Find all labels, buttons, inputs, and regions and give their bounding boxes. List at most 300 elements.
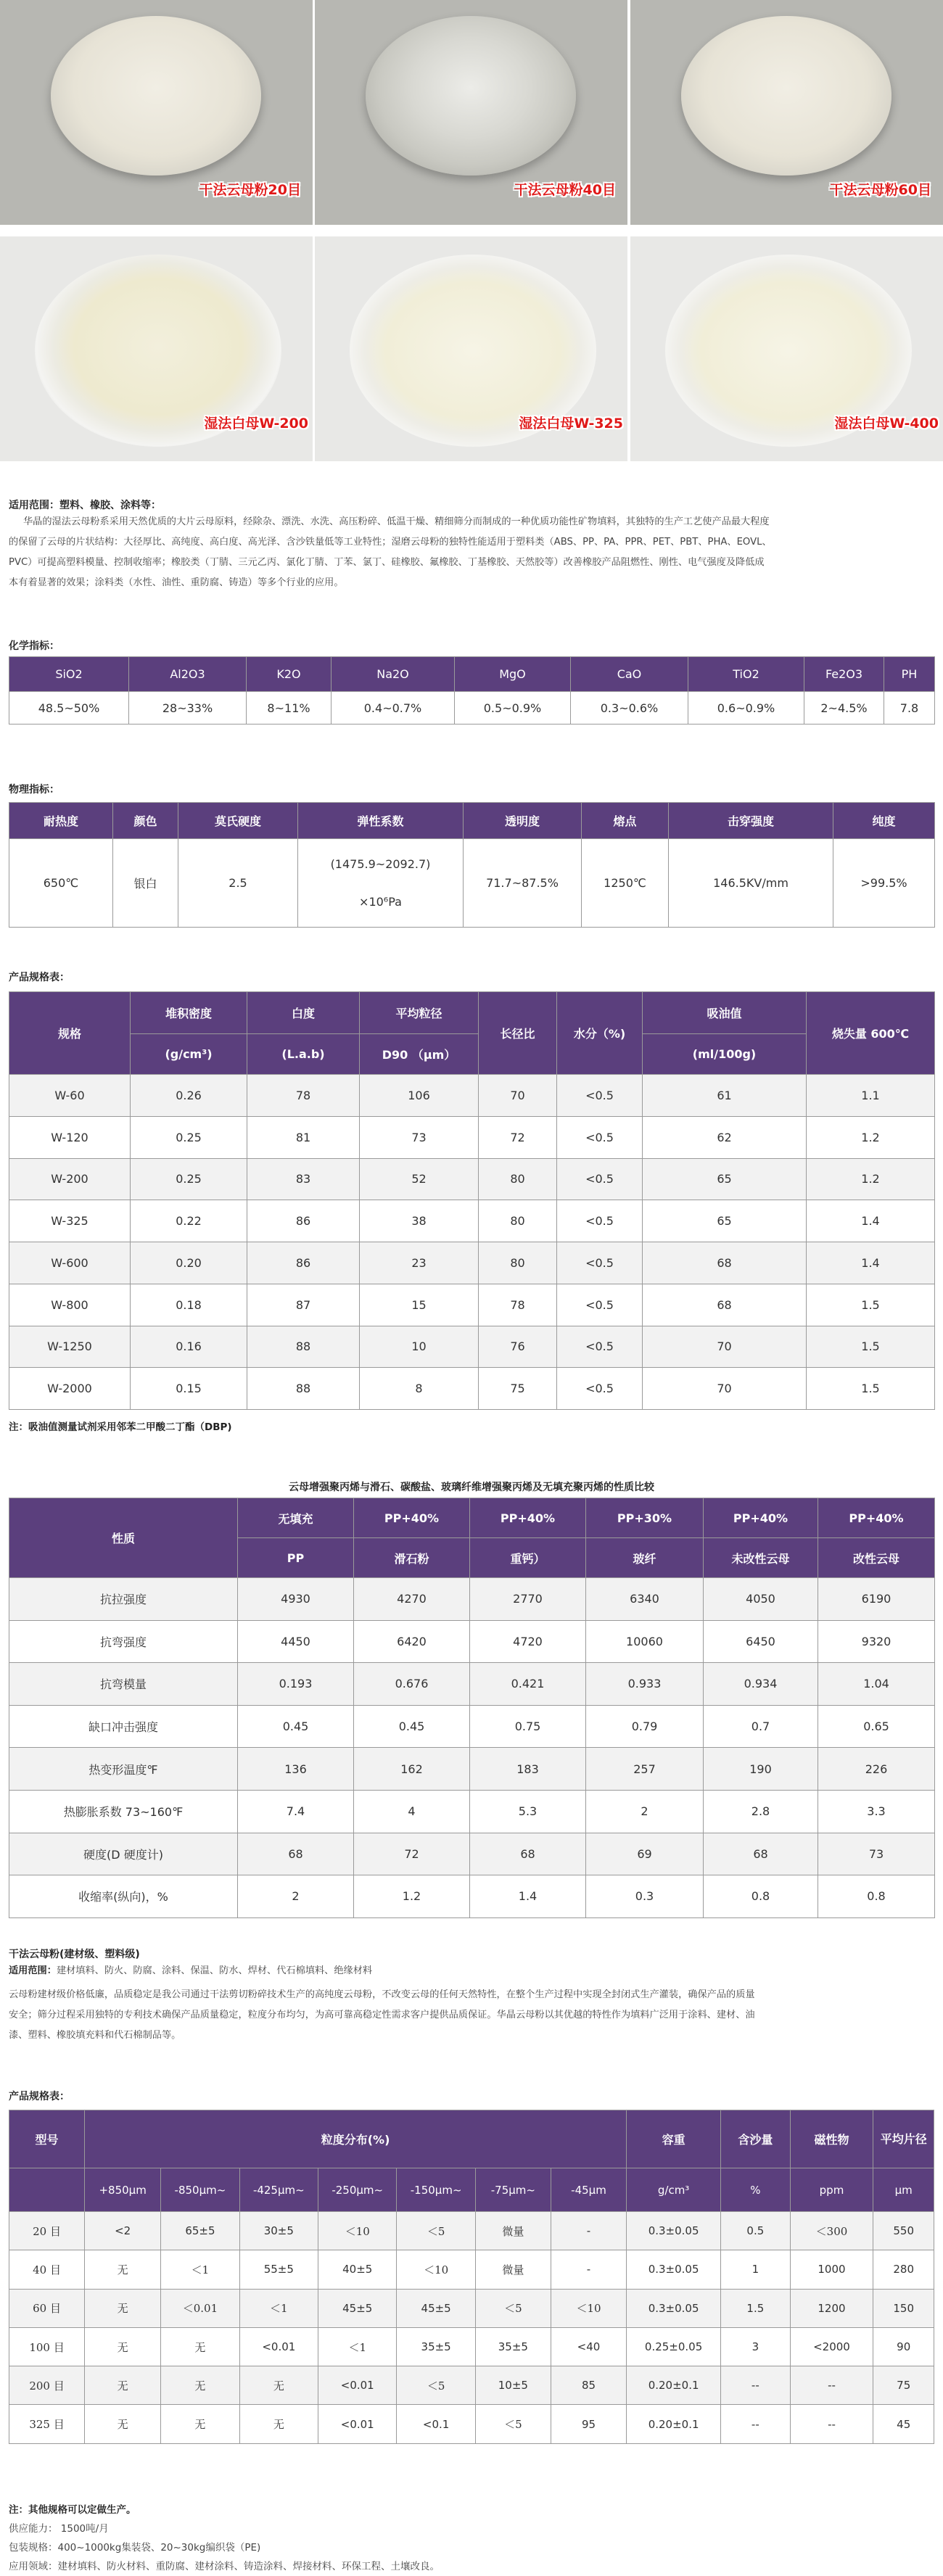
- comp-property-cell: 抗弯强度: [9, 1620, 238, 1663]
- comp-value-cell: 68: [238, 1833, 354, 1875]
- size-subheader: -150μm~: [397, 2168, 475, 2212]
- size-value-cell: 1: [721, 2250, 790, 2289]
- phys-value: >99.5%: [833, 839, 935, 928]
- comp-value-cell: 2: [238, 1875, 354, 1918]
- spec-value-cell: 0.22: [131, 1200, 247, 1242]
- chem-value: 7.8: [884, 692, 935, 724]
- comp-value-cell: 0.79: [586, 1705, 704, 1748]
- size-subheader: %: [721, 2168, 790, 2212]
- size-value-cell: ＜0.01: [161, 2289, 239, 2327]
- comp-value-cell: 4450: [238, 1620, 354, 1663]
- comp-value-cell: 2.8: [704, 1790, 818, 1833]
- comp-header: PP+40%: [354, 1498, 470, 1538]
- spec-value-cell: 73: [360, 1116, 479, 1158]
- comp-property-cell: 热变形温度℉: [9, 1748, 238, 1791]
- spec-header: 白度: [247, 992, 360, 1034]
- chem-value: 0.4~0.7%: [332, 692, 455, 724]
- comp-value-cell: 257: [586, 1748, 704, 1791]
- table-row: [9, 2327, 934, 2366]
- phys-value-elastic: [298, 839, 464, 928]
- phys-value: 146.5KV/mm: [669, 839, 833, 928]
- spec-value-cell: 0.18: [131, 1284, 247, 1326]
- phys-header: 莫氏硬度: [178, 803, 298, 839]
- dry-heading: 干法云母粉(建材级、塑料级): [9, 1949, 140, 1960]
- size-model-cell: 60 目: [9, 2289, 85, 2327]
- size-value-cell: ＜5: [475, 2405, 551, 2443]
- comp-value-cell: 0.3: [586, 1875, 704, 1918]
- size-subheader: g/cm³: [627, 2168, 721, 2212]
- comp-subheader: 重钙）: [470, 1538, 586, 1578]
- spec-value-cell: 80: [479, 1242, 557, 1284]
- size-model-cell: 100 目: [9, 2327, 85, 2366]
- spec-value-cell: 0.15: [131, 1368, 247, 1410]
- size-subheader: μm: [873, 2168, 934, 2212]
- size-value-cell: 10±5: [475, 2366, 551, 2405]
- comp-value-cell: 0.934: [704, 1663, 818, 1706]
- comp-value-cell: 68: [704, 1833, 818, 1875]
- spec-model-cell: W-2000: [9, 1368, 131, 1410]
- phys-header: 透明度: [464, 803, 582, 839]
- comp-value-cell: 9320: [818, 1620, 935, 1663]
- table-row: [9, 1748, 935, 1791]
- size-value-cell: 35±5: [475, 2327, 551, 2366]
- spec-value-cell: 76: [479, 1326, 557, 1368]
- comp-value-cell: 0.75: [470, 1705, 586, 1748]
- size-value-cell: <40: [551, 2327, 626, 2366]
- spec-header: 水分（%): [557, 992, 643, 1075]
- chem-header: K2O: [247, 657, 332, 692]
- comp-value-cell: 0.933: [586, 1663, 704, 1706]
- dry-paragraph: [9, 1985, 931, 2046]
- table-row: [9, 1284, 935, 1326]
- spec-value-cell: <0.5: [557, 1242, 643, 1284]
- spec-value-cell: 75: [479, 1368, 557, 1410]
- table-row: [9, 1200, 935, 1242]
- size-value-cell: ＜10: [551, 2289, 626, 2327]
- dry-line: 漆、塑料、橡胶填充料和代石棉制品等。: [9, 2030, 181, 2041]
- size-value-cell: 30±5: [239, 2212, 318, 2250]
- photo-wet-mica-w325: [315, 236, 627, 461]
- chem-header: Fe2O3: [804, 657, 884, 692]
- comp-value-cell: 162: [354, 1748, 470, 1791]
- phys-value: 650℃: [9, 839, 113, 928]
- size-value-cell: --: [790, 2405, 873, 2443]
- comp-value-cell: 6340: [586, 1578, 704, 1621]
- spec-table: [9, 991, 935, 1410]
- size-value-cell: 无: [85, 2289, 161, 2327]
- comp-value-cell: 6190: [818, 1578, 935, 1621]
- size-header: 粒度分布(%): [85, 2110, 627, 2168]
- size-value-cell: 无: [239, 2366, 318, 2405]
- size-value-cell: <0.01: [318, 2405, 397, 2443]
- spec-value-cell: <0.5: [557, 1075, 643, 1117]
- comp-header: 性质: [9, 1498, 238, 1578]
- size-value-cell: 150: [873, 2289, 934, 2327]
- chem-value: 0.3~0.6%: [571, 692, 688, 724]
- spec-header: 烧失量 600℃: [807, 992, 935, 1075]
- spec-value-cell: 68: [643, 1242, 807, 1284]
- comp-value-cell: 0.45: [354, 1705, 470, 1748]
- spec-header: 堆积密度: [131, 992, 247, 1034]
- spec-subheader: (ml/100g): [643, 1034, 807, 1075]
- spec-value-cell: 1.4: [807, 1242, 935, 1284]
- spec-value-cell: <0.5: [557, 1326, 643, 1368]
- comp-value-cell: 72: [354, 1833, 470, 1875]
- comp-value-cell: 4930: [238, 1578, 354, 1621]
- chem-value: 0.6~0.9%: [688, 692, 804, 724]
- photo-caption: 干法云母粉40目: [514, 182, 616, 198]
- spec-value-cell: 80: [479, 1200, 557, 1242]
- comp-value-cell: 0.676: [354, 1663, 470, 1706]
- product-photo-gallery: [0, 0, 943, 464]
- size-value-cell: 75: [873, 2366, 934, 2405]
- phys-value: 71.7~87.5%: [464, 839, 582, 928]
- size-value-cell: ＜300: [790, 2212, 873, 2250]
- photo-caption: 湿法白母W-400: [834, 416, 939, 432]
- spec-header: 吸油值: [643, 992, 807, 1034]
- comp-value-cell: 0.8: [818, 1875, 935, 1918]
- photo-wet-mica-w400: [630, 236, 943, 461]
- table-row: [9, 1242, 935, 1284]
- comp-value-cell: 0.421: [470, 1663, 586, 1706]
- table-row: [9, 1833, 935, 1875]
- size-value-cell: ＜10: [318, 2212, 397, 2250]
- comp-value-cell: 0.8: [704, 1875, 818, 1918]
- size-value-cell: 无: [85, 2405, 161, 2443]
- size-value-cell: ＜1: [161, 2250, 239, 2289]
- chem-header: Na2O: [332, 657, 455, 692]
- chem-header: CaO: [571, 657, 688, 692]
- photo-dry-mica-20: [0, 0, 313, 225]
- comp-value-cell: 190: [704, 1748, 818, 1791]
- phys-value: 1250℃: [582, 839, 669, 928]
- elastic-range: (1475.9~2092.7): [330, 856, 431, 871]
- spec-value-cell: 81: [247, 1116, 360, 1158]
- spec-value-cell: 70: [643, 1326, 807, 1368]
- spec-value-cell: 1.5: [807, 1284, 935, 1326]
- size-value-cell: 40±5: [318, 2250, 397, 2289]
- size-value-cell: 微量: [475, 2250, 551, 2289]
- spec-value-cell: 0.16: [131, 1326, 247, 1368]
- dry-scope: [9, 1962, 931, 1981]
- petri-dish-image: [681, 16, 891, 176]
- comp-value-cell: 4: [354, 1790, 470, 1833]
- comp-value-cell: 3.3: [818, 1790, 935, 1833]
- spec-value-cell: 10: [360, 1326, 479, 1368]
- chem-header: TiO2: [688, 657, 804, 692]
- spec-subheader: (L.a.b): [247, 1034, 360, 1075]
- table-row: [9, 1705, 935, 1748]
- size-value-cell: 无: [85, 2250, 161, 2289]
- elastic-unit: ×10⁶Pa: [359, 894, 402, 909]
- size-value-cell: 无: [85, 2327, 161, 2366]
- comparison-table: [9, 1498, 935, 1918]
- footer-line: 包装规格：400~1000kg集装袋、20~30kg编织袋（PE): [9, 2542, 261, 2554]
- footer-notes: [9, 2501, 931, 2576]
- spec-subheader: (g/cm³): [131, 1034, 247, 1075]
- spec-header: 规格: [9, 992, 131, 1075]
- footer-note: 注：其他规格可以定做生产。: [9, 2504, 136, 2516]
- comp-value-cell: 1.04: [818, 1663, 935, 1706]
- spec-value-cell: 78: [479, 1284, 557, 1326]
- table-row: [9, 1158, 935, 1200]
- comparison-title: 云母增强聚丙烯与滑石、碳酸盐、玻璃纤维增强聚丙烯及无填充聚丙烯的性质比较: [289, 1482, 654, 1493]
- comp-value-cell: 0.45: [238, 1705, 354, 1748]
- table-row: [9, 1620, 935, 1663]
- comp-value-cell: 2: [586, 1790, 704, 1833]
- table-row: [9, 2250, 934, 2289]
- size-model-cell: 200 目: [9, 2366, 85, 2405]
- comp-header: PP+40%: [704, 1498, 818, 1538]
- comp-value-cell: 136: [238, 1748, 354, 1791]
- phys-header: 耐热度: [9, 803, 113, 839]
- size-value-cell: 45±5: [397, 2289, 475, 2327]
- size-subheader: -45μm: [551, 2168, 626, 2212]
- size-value-cell: <2000: [790, 2327, 873, 2366]
- comp-property-cell: 热膨胀系数 73~160℉: [9, 1790, 238, 1833]
- spec-value-cell: 0.26: [131, 1075, 247, 1117]
- chem-value: 48.5~50%: [9, 692, 129, 724]
- comp-value-cell: 1.2: [354, 1875, 470, 1918]
- phys-header: 熔点: [582, 803, 669, 839]
- size-value-cell: 微量: [475, 2212, 551, 2250]
- spec-value-cell: 38: [360, 1200, 479, 1242]
- size-value-cell: 无: [239, 2405, 318, 2443]
- size-header: 容重: [627, 2110, 721, 2168]
- spec-value-cell: 0.25: [131, 1158, 247, 1200]
- comp-value-cell: 69: [586, 1833, 704, 1875]
- size-value-cell: ＜1: [318, 2327, 397, 2366]
- size-value-cell: ＜5: [397, 2212, 475, 2250]
- table-row: [9, 1578, 935, 1621]
- comp-value-cell: 68: [470, 1833, 586, 1875]
- size-value-cell: ＜5: [397, 2366, 475, 2405]
- chemical-label: 化学指标：: [9, 640, 59, 652]
- phys-header: 弹性系数: [298, 803, 464, 839]
- size-value-cell: <2: [85, 2212, 161, 2250]
- table-row: [9, 1075, 935, 1117]
- size-value-cell: 0.3±0.05: [627, 2212, 721, 2250]
- comp-value-cell: 73: [818, 1833, 935, 1875]
- size-value-cell: --: [790, 2366, 873, 2405]
- spec-note: 注：吸油值测量试剂采用邻苯二甲酸二丁酯（DBP): [9, 1421, 232, 1433]
- size-value-cell: 550: [873, 2212, 934, 2250]
- size-value-cell: 0.20±0.1: [627, 2366, 721, 2405]
- size-value-cell: 45: [873, 2405, 934, 2443]
- size-subheader: -425μm~: [239, 2168, 318, 2212]
- size-value-cell: --: [721, 2366, 790, 2405]
- size-value-cell: 0.5: [721, 2212, 790, 2250]
- spec-value-cell: 1.5: [807, 1326, 935, 1368]
- table-row: [9, 1368, 935, 1410]
- table-row: [9, 2405, 934, 2443]
- spec-value-cell: 87: [247, 1284, 360, 1326]
- comp-property-cell: 抗弯模量: [9, 1663, 238, 1706]
- petri-dish-image: [51, 16, 261, 176]
- table-row: [9, 1326, 935, 1368]
- table-row: [9, 2289, 934, 2327]
- spec-value-cell: 0.25: [131, 1116, 247, 1158]
- comp-header: 无填充: [238, 1498, 354, 1538]
- size-subheader: ppm: [790, 2168, 873, 2212]
- size-value-cell: 1200: [790, 2289, 873, 2327]
- spec-value-cell: 65: [643, 1200, 807, 1242]
- size-value-cell: 1.5: [721, 2289, 790, 2327]
- spec-value-cell: 8: [360, 1368, 479, 1410]
- spec-model-cell: W-60: [9, 1075, 131, 1117]
- spec-model-cell: W-600: [9, 1242, 131, 1284]
- size-value-cell: 无: [85, 2366, 161, 2405]
- spec-value-cell: <0.5: [557, 1116, 643, 1158]
- intro-line: PVC）可提高塑料模量、控制收缩率；橡胶类（丁腈、三元乙丙、氯化丁腈、丁苯、氯丁、硅橡胶、氟橡胶、丁基橡胶、天然胶等）改善橡胶产品阻燃性、刚性、电气强度及降低成: [9, 557, 765, 568]
- size-header: 型号: [9, 2110, 85, 2168]
- comp-value-cell: 0.193: [238, 1663, 354, 1706]
- dry-line: 云母粉建材级价格低廉，品质稳定是我公司通过干法剪切粉碎技术生产的高纯度云母粉，不改变云母的任何天然特性，在整个生产过程中实现全封闭式生产灌装，确保产品的质量: [9, 1989, 755, 2000]
- comp-property-cell: 抗拉强度: [9, 1578, 238, 1621]
- spec-value-cell: 72: [479, 1116, 557, 1158]
- spec-model-cell: W-1250: [9, 1326, 131, 1368]
- spec-value-cell: <0.5: [557, 1284, 643, 1326]
- size-value-cell: ＜10: [397, 2250, 475, 2289]
- comp-value-cell: 7.4: [238, 1790, 354, 1833]
- size-value-cell: 3: [721, 2327, 790, 2366]
- footer-line: 应用领域：建材填料、防火材料、重防腐、建材涂料、铸造涂料、焊接材料、环保工程、土壤改良。: [9, 2561, 440, 2572]
- comp-value-cell: 4720: [470, 1620, 586, 1663]
- size-value-cell: 无: [161, 2405, 239, 2443]
- physical-table: [9, 802, 935, 928]
- chem-header: MgO: [455, 657, 571, 692]
- spec-value-cell: 65: [643, 1158, 807, 1200]
- spec-value-cell: 70: [643, 1368, 807, 1410]
- size-model-cell: 20 目: [9, 2212, 85, 2250]
- size-subheader-blank: [9, 2168, 85, 2212]
- comp-value-cell: 4270: [354, 1578, 470, 1621]
- photo-caption: 干法云母粉20目: [199, 182, 301, 198]
- comp-value-cell: 226: [818, 1748, 935, 1791]
- spec-value-cell: 1.1: [807, 1075, 935, 1117]
- dry-scope-label: 适用范围：: [9, 1965, 57, 1976]
- comp-value-cell: 6420: [354, 1620, 470, 1663]
- table-row: [9, 1875, 935, 1918]
- size-label: 产品规格表：: [9, 2091, 70, 2102]
- phys-header: 纯度: [833, 803, 935, 839]
- photo-dry-mica-60: [630, 0, 943, 225]
- spec-value-cell: 1.4: [807, 1200, 935, 1242]
- comp-value-cell: 183: [470, 1748, 586, 1791]
- chem-value: 2~4.5%: [804, 692, 884, 724]
- scope-label: 适用范围：塑料、橡胶、涂料等：: [9, 500, 161, 511]
- table-row: [9, 1116, 935, 1158]
- size-subheader: +850μm: [85, 2168, 161, 2212]
- comp-value-cell: 5.3: [470, 1790, 586, 1833]
- size-value-cell: <0.01: [318, 2366, 397, 2405]
- size-value-cell: 65±5: [161, 2212, 239, 2250]
- spec-value-cell: 86: [247, 1242, 360, 1284]
- spec-value-cell: 68: [643, 1284, 807, 1326]
- comp-header: PP+40%: [818, 1498, 935, 1538]
- comp-value-cell: 4050: [704, 1578, 818, 1621]
- photo-caption: 干法云母粉60目: [829, 182, 931, 198]
- size-value-cell: 45±5: [318, 2289, 397, 2327]
- spec-value-cell: 23: [360, 1242, 479, 1284]
- spec-value-cell: <0.5: [557, 1158, 643, 1200]
- dry-line: 安全；筛分过程采用独特的专利技术确保产品质量稳定，粒度分布均匀，为高可靠高稳定性需求客户提供品质保证。华晶云母粉以其优越的特性作为填料广泛用于涂料、建材、油: [9, 2010, 755, 2020]
- spec-value-cell: 62: [643, 1116, 807, 1158]
- chem-value: 8~11%: [247, 692, 332, 724]
- spec-header: 平均粒径: [360, 992, 479, 1034]
- comp-property-cell: 硬度(D 硬度计): [9, 1833, 238, 1875]
- table-row: [9, 2366, 934, 2405]
- size-subheader: -250μm~: [318, 2168, 397, 2212]
- size-subheader: -850μm~: [161, 2168, 239, 2212]
- phys-value: 银白: [113, 839, 178, 928]
- size-value-cell: 35±5: [397, 2327, 475, 2366]
- dry-scope-text: 建材填料、防火、防腐、涂料、保温、防水、焊材、代石棉填料、绝缘材料: [56, 1965, 373, 1976]
- size-value-cell: 90: [873, 2327, 934, 2366]
- size-subheader: -75μm~: [475, 2168, 551, 2212]
- size-value-cell: 0.3±0.05: [627, 2289, 721, 2327]
- footer-line: 供应能力： 1500吨/月: [9, 2523, 109, 2535]
- phys-header: 颜色: [113, 803, 178, 839]
- size-value-cell: 0.25±0.05: [627, 2327, 721, 2366]
- size-value-cell: <0.01: [239, 2327, 318, 2366]
- size-header: 含沙量: [721, 2110, 790, 2168]
- comp-property-cell: 缺口冲击强度: [9, 1705, 238, 1748]
- size-value-cell: 0.3±0.05: [627, 2250, 721, 2289]
- comp-value-cell: 10060: [586, 1620, 704, 1663]
- size-distribution-table: [9, 2110, 934, 2444]
- chem-header: SiO2: [9, 657, 129, 692]
- size-value-cell: 55±5: [239, 2250, 318, 2289]
- spec-value-cell: 1.2: [807, 1158, 935, 1200]
- spec-value-cell: 70: [479, 1075, 557, 1117]
- chem-value: 0.5~0.9%: [455, 692, 571, 724]
- spec-value-cell: 88: [247, 1326, 360, 1368]
- size-value-cell: 1000: [790, 2250, 873, 2289]
- comp-value-cell: 6450: [704, 1620, 818, 1663]
- chemical-table: [9, 656, 935, 724]
- intro-line: 本有着显著的效果；涂料类（水性、油性、重防腐、铸造）等多个行业的应用。: [9, 577, 344, 588]
- size-header: 平均片径: [873, 2110, 934, 2168]
- photo-dry-mica-40: [315, 0, 627, 225]
- spec-value-cell: 86: [247, 1200, 360, 1242]
- size-header: 磁性物: [790, 2110, 873, 2168]
- spec-value-cell: 88: [247, 1368, 360, 1410]
- photo-caption: 湿法白母W-325: [519, 416, 623, 432]
- spec-model-cell: W-200: [9, 1158, 131, 1200]
- comp-subheader: PP: [238, 1538, 354, 1578]
- spec-value-cell: <0.5: [557, 1368, 643, 1410]
- spec-model-cell: W-325: [9, 1200, 131, 1242]
- spec-value-cell: 1.2: [807, 1116, 935, 1158]
- spec-value-cell: 83: [247, 1158, 360, 1200]
- size-value-cell: ＜1: [239, 2289, 318, 2327]
- comp-value-cell: 0.7: [704, 1705, 818, 1748]
- size-value-cell: --: [721, 2405, 790, 2443]
- spec-label: 产品规格表：: [9, 972, 70, 983]
- size-value-cell: ＜5: [475, 2289, 551, 2327]
- table-row: [9, 2212, 934, 2250]
- photo-caption: 湿法白母W-200: [204, 416, 308, 432]
- intro-line: 华晶的湿法云母粉系采用天然优质的大片云母原料，经除杂、漂洗、水洗、高压粉碎、低温干燥、精细筛分而制成的一种优质功能性矿物填料，其独特的生产工艺使产品最大程度: [23, 516, 770, 527]
- phys-header: 击穿强度: [669, 803, 833, 839]
- size-value-cell: 无: [161, 2366, 239, 2405]
- spec-value-cell: <0.5: [557, 1200, 643, 1242]
- size-value-cell: 无: [161, 2327, 239, 2366]
- size-model-cell: 40 目: [9, 2250, 85, 2289]
- comp-value-cell: 0.65: [818, 1705, 935, 1748]
- spec-value-cell: 1.5: [807, 1368, 935, 1410]
